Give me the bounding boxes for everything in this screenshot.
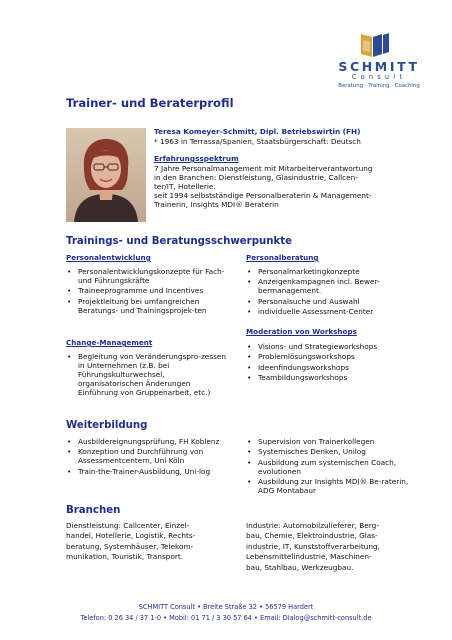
branches-line: bau, Stahlbau, Werkzeugbau. xyxy=(246,562,354,572)
list-item: • Personalsuche und Auswahl xyxy=(246,297,426,306)
experience-line: 7 Jahre Personalmanagement mit Mitarbeiterverantwortung xyxy=(154,164,373,173)
company-logo xyxy=(326,32,432,94)
training-heading: Weiterbildung xyxy=(66,420,148,431)
branches-line: Industrie: Automobilzulieferer, Berg- xyxy=(246,521,379,530)
training-right-list xyxy=(246,437,426,497)
list-item: • Problemlösungsworkshops xyxy=(246,352,426,361)
page-title: Trainer- und Beraterprofil xyxy=(66,96,234,110)
mw-label: Moderation von Workshops xyxy=(246,327,357,336)
pb-list xyxy=(246,267,426,318)
list-item: • Personalmarketingkonzepte xyxy=(246,267,426,276)
branches-industry xyxy=(246,521,432,573)
pe-list xyxy=(66,267,232,316)
list-item: • Ausbildung zum systemischen Coach, evolutionen xyxy=(246,458,426,476)
list-item: • Begleitung von Veränderungspro-zessen in Unternehmen (z.B. bei Führungskulturwechsel, organisatorischen Änderungen Einführung von Gruppenarbeit, etc.) xyxy=(66,352,232,397)
portrait-photo xyxy=(66,128,146,222)
logo-name: SCHMITT xyxy=(338,59,420,74)
experience-line: Trainerin, Insights MDI® Beraterin xyxy=(154,200,279,209)
cm-list xyxy=(66,352,232,399)
focus-heading: Trainings- und Beratungsschwerpunkte xyxy=(66,236,293,247)
person-birth: * 1963 in Terrassa/Spanien, Staatsbürgerschaft: Deutsch xyxy=(154,137,361,146)
branches-services xyxy=(66,521,236,563)
experience-line: seit 1994 selbstständige Personalberaterin & Management- xyxy=(154,191,372,200)
logo-mark-icon xyxy=(360,32,390,58)
experience-text xyxy=(154,164,434,209)
branches-heading: Branchen xyxy=(66,505,121,516)
list-item: • Konzeption und Durchführung von Assessmentcentern, Uni Köln xyxy=(66,447,232,465)
cm-label: Change-Management xyxy=(66,338,153,347)
person-name: Teresa Komeyer-Schmitt, Dipl. Betriebswirtin (FH) xyxy=(154,127,361,136)
branches-line: Lebensmittelindustrie, Maschinen- xyxy=(246,552,372,562)
list-item: • Projektleitung bei umfangreichen Beratungs- und Trainingsprojek-ten xyxy=(66,297,232,315)
footer-contact: Telefon: 0 26 34 / 37 1-0 • Mobil: 01 71 / 3 30 57 64 • Email: Dialog@schmitt-consult.de xyxy=(80,614,372,622)
list-item: • Ideenfindungsworkshops xyxy=(246,363,426,372)
experience-line: ter/IT, Hotellerie. xyxy=(154,182,216,191)
training-left-list xyxy=(66,437,232,477)
list-item: • individuelle Assessment-Center xyxy=(246,307,426,316)
branches-line: Dienstleistung: Callcenter, Einzel- xyxy=(66,521,190,530)
pe-label: Personalentwicklung xyxy=(66,253,151,262)
branches-line: bau, Chemie, Elektroindustrie, Glas- xyxy=(246,531,378,541)
branches-line: munikation, Touristik, Transport. xyxy=(66,552,184,562)
experience-label: Erfahrungsspektrum xyxy=(154,154,239,163)
list-item: • Systemisches Denken, Unilog xyxy=(246,447,426,456)
list-item: • Traineeprogramme und Incentives xyxy=(66,286,232,295)
list-item: • Supervision von Trainerkollegen xyxy=(246,437,426,446)
list-item: • Anzeigenkampagnen incl. Bewer-bermanagement. xyxy=(246,277,426,295)
list-item: • Ausbildereignungsprüfung, FH Koblenz xyxy=(66,437,232,446)
list-item: • Ausbildung zur Insights MDI® Be-raterin, ADG Montabaur xyxy=(246,477,426,495)
portrait-icon xyxy=(66,128,146,222)
mw-list xyxy=(246,342,426,384)
list-item: • Train-the-Trainer-Ausbildung, Uni-log xyxy=(66,467,232,476)
logo-sub: Consult xyxy=(351,73,407,81)
logo-tagline: Beratung · Training · Coaching xyxy=(338,83,420,89)
footer-address: SCHMITT Consult • Breite Straße 32 • 56579 Hardert xyxy=(138,603,314,611)
branches-line: handel, Hotellerie, Logistik, Rechts- xyxy=(66,531,196,541)
experience-line: in den Branchen: Dienstleistung, Glasindustrie, Callcen- xyxy=(154,173,358,182)
pb-label: Personalberatung xyxy=(246,253,319,262)
branches-line: industrie, IT, Kunststoffverarbeitung, xyxy=(246,541,380,551)
list-item: • Teambildungsworkshops xyxy=(246,373,426,382)
list-item: • Visions- und Strategieworkshops xyxy=(246,342,426,351)
branches-line: beratung, Systemhäuser, Telekom- xyxy=(66,541,194,551)
list-item: • Personalentwicklungskonzepte für Fach- und Führungskräfte xyxy=(66,267,232,285)
